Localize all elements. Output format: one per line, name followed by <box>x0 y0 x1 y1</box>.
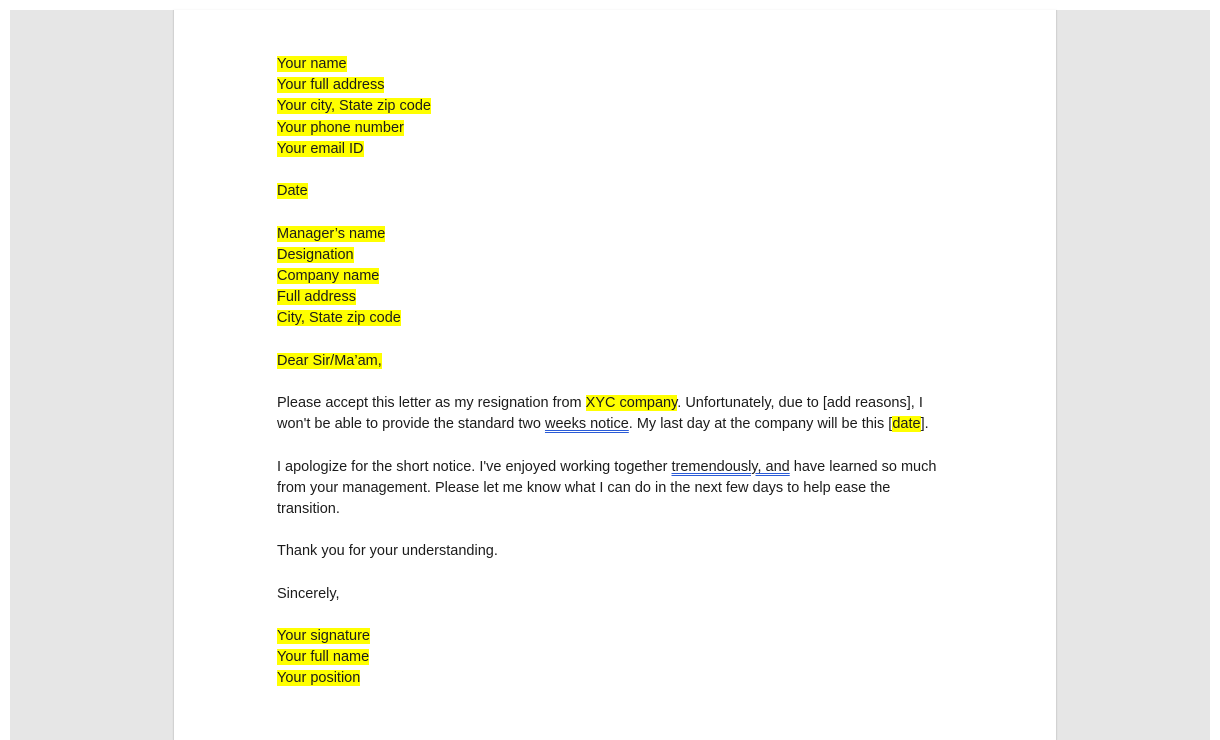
sender-city-line <box>277 96 957 117</box>
company-reference: XYC company <box>585 395 678 411</box>
recipient-city-state-zip: City, State zip code <box>277 310 401 327</box>
spacer <box>277 520 957 541</box>
letter-date: Date <box>277 183 308 200</box>
document-canvas <box>10 10 1210 740</box>
recipient-address-line <box>277 287 957 308</box>
recipient-name-line <box>277 224 957 245</box>
paragraph2-line3 <box>277 499 957 520</box>
sender-address: Your full address <box>277 77 385 94</box>
recipient-address: Full address <box>277 289 356 306</box>
closing: Sincerely, <box>277 585 340 602</box>
letter-body[interactable] <box>277 54 957 690</box>
paragraph2-text: from your management. Please let me know what I can do in the next few days to help ease the <box>277 479 891 496</box>
grammar-flag-weeks-notice[interactable]: weeks notice <box>544 416 629 433</box>
signature-placeholder: Your signature <box>277 628 370 645</box>
document-page[interactable] <box>173 10 1057 740</box>
paragraph1-text: . My last day at the company will be this [ <box>628 416 893 433</box>
signature-line <box>277 626 957 647</box>
recipient-company: Company name <box>277 267 380 284</box>
paragraph2-text: I apologize for the short notice. I've enjoyed working together <box>277 458 672 475</box>
paragraph2-line2 <box>277 478 957 499</box>
full-name-placeholder: Your full name <box>277 649 370 666</box>
recipient-designation: Designation <box>277 246 354 263</box>
recipient-company-line <box>277 266 957 287</box>
last-day-date-placeholder: date <box>892 416 921 433</box>
recipient-manager-name: Manager’s name <box>277 225 386 242</box>
sender-block-name-line <box>277 54 957 75</box>
sender-email-line <box>277 139 957 160</box>
spacer <box>277 372 957 393</box>
paragraph3-text: Thank you for your understanding. <box>277 543 498 560</box>
spacer <box>277 202 957 223</box>
recipient-city-line <box>277 308 957 329</box>
paragraph1-text: . Unfortunately, due to [add reasons], I <box>677 395 923 411</box>
paragraph1-text: won't be able to provide the standard two <box>277 416 545 433</box>
grammar-flag-tremendously[interactable]: tremendously, and <box>671 458 790 475</box>
sender-phone-line <box>277 118 957 139</box>
paragraph2-text: transition. <box>277 500 340 517</box>
sender-address-line <box>277 75 957 96</box>
paragraph1-line2 <box>277 414 957 435</box>
sender-phone: Your phone number <box>277 119 404 136</box>
spacer <box>277 435 957 456</box>
paragraph2-text: have learned so much <box>789 458 937 475</box>
recipient-designation-line <box>277 245 957 266</box>
sender-email: Your email ID <box>277 140 364 157</box>
date-line <box>277 181 957 202</box>
spacer <box>277 563 957 584</box>
position-placeholder: Your position <box>277 670 361 687</box>
spacer <box>277 329 957 350</box>
full-name-line <box>277 647 957 668</box>
position-line <box>277 668 957 689</box>
paragraph1-text: Please accept this letter as my resignation from <box>277 395 586 411</box>
salutation: Dear Sir/Ma’am, <box>277 352 382 369</box>
paragraph1-text: ]. <box>920 416 929 433</box>
salutation-line <box>277 351 957 372</box>
paragraph1-line1 <box>277 393 957 414</box>
closing-line <box>277 584 957 605</box>
sender-name: Your name <box>277 56 347 72</box>
sender-city-state-zip: Your city, State zip code <box>277 98 431 115</box>
spacer <box>277 160 957 181</box>
paragraph2-line1 <box>277 457 957 478</box>
paragraph3-line <box>277 541 957 562</box>
spacer <box>277 605 957 626</box>
